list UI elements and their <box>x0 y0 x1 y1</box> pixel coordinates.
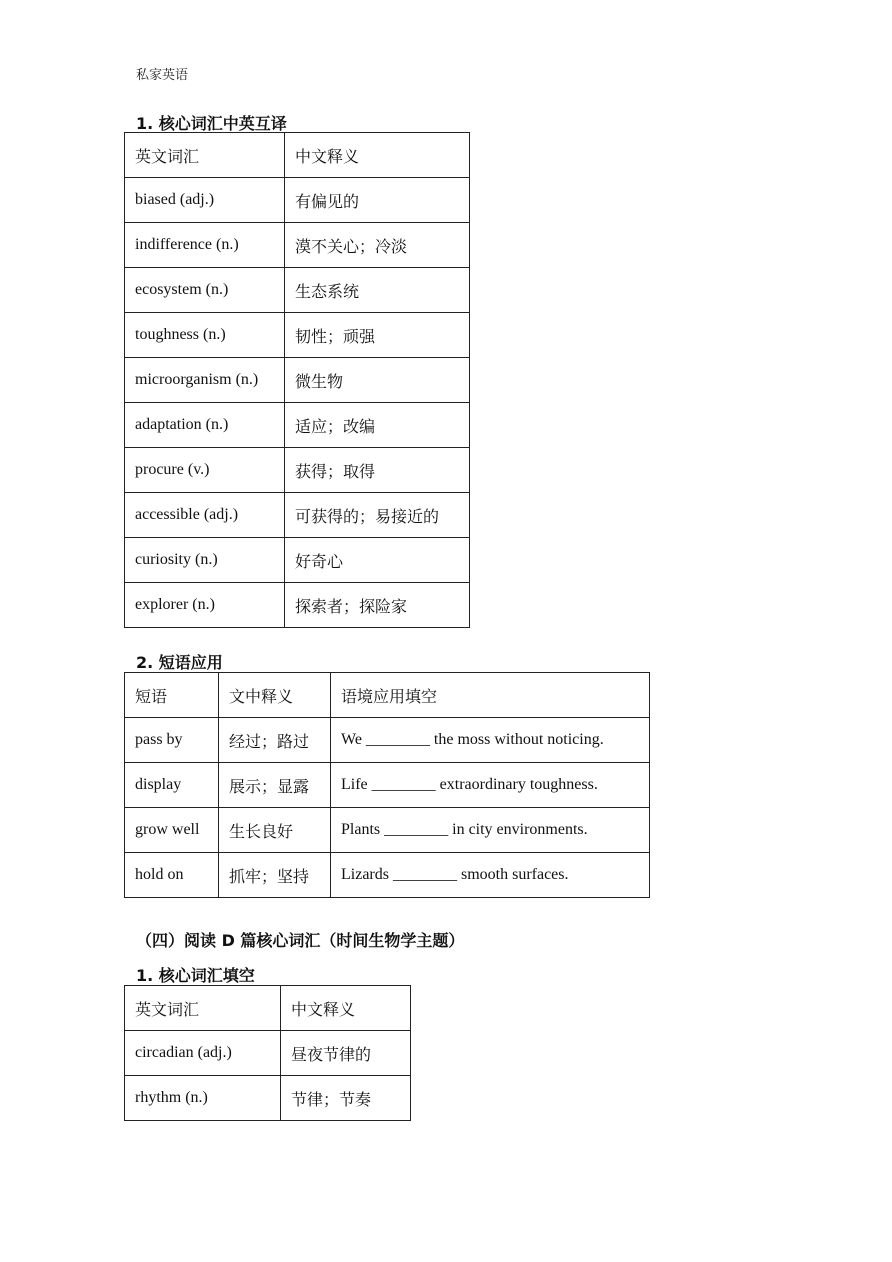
context-sentence: We ________ the moss without noticing. <box>331 718 650 763</box>
chinese-meaning: 微生物 <box>285 358 470 403</box>
column-header-chinese: 中文释义 <box>285 133 470 178</box>
english-word: microorganism (n.) <box>125 358 285 403</box>
chinese-meaning: 适应；改编 <box>285 403 470 448</box>
vocab-fill-table <box>124 985 411 1121</box>
table-row <box>125 1076 411 1121</box>
english-word: ecosystem (n.) <box>125 268 285 313</box>
chinese-meaning: 漠不关心；冷淡 <box>285 223 470 268</box>
section1-heading: 1. 核心词汇中英互译 <box>136 114 287 133</box>
table-row <box>125 403 470 448</box>
chinese-meaning: 获得；取得 <box>285 448 470 493</box>
english-word: indifference (n.) <box>125 223 285 268</box>
table-header-row <box>125 673 650 718</box>
column-header-chinese: 中文释义 <box>281 986 411 1031</box>
english-word: circadian (adj.) <box>125 1031 281 1076</box>
phrase-table <box>124 672 650 898</box>
chinese-meaning: 可获得的；易接近的 <box>285 493 470 538</box>
chinese-meaning: 昼夜节律的 <box>281 1031 411 1076</box>
table-row <box>125 178 470 223</box>
context-sentence: Life ________ extraordinary toughness. <box>331 763 650 808</box>
table-row <box>125 538 470 583</box>
table-row <box>125 808 650 853</box>
column-header-meaning: 文中释义 <box>219 673 331 718</box>
table-row <box>125 1031 411 1076</box>
english-word: toughness (n.) <box>125 313 285 358</box>
english-word: procure (v.) <box>125 448 285 493</box>
phrase: display <box>125 763 219 808</box>
chinese-meaning: 探索者；探险家 <box>285 583 470 628</box>
english-word: explorer (n.) <box>125 583 285 628</box>
column-header-english: 英文词汇 <box>125 133 285 178</box>
chinese-meaning: 好奇心 <box>285 538 470 583</box>
phrase: grow well <box>125 808 219 853</box>
table-row <box>125 448 470 493</box>
phrase-meaning: 展示；显露 <box>219 763 331 808</box>
context-sentence: Lizards ________ smooth surfaces. <box>331 853 650 898</box>
phrase-meaning: 生长良好 <box>219 808 331 853</box>
chinese-meaning: 有偏见的 <box>285 178 470 223</box>
chinese-meaning: 生态系统 <box>285 268 470 313</box>
column-header-phrase: 短语 <box>125 673 219 718</box>
section3-heading: 1. 核心词汇填空 <box>136 966 255 985</box>
phrase-meaning: 抓牢；坚持 <box>219 853 331 898</box>
table-row <box>125 583 470 628</box>
chinese-meaning: 节律；节奏 <box>281 1076 411 1121</box>
vocab-table <box>124 132 470 628</box>
english-word: adaptation (n.) <box>125 403 285 448</box>
table-row <box>125 718 650 763</box>
english-word: accessible (adj.) <box>125 493 285 538</box>
header-label: 私家英语 <box>136 68 189 83</box>
table-row <box>125 313 470 358</box>
chinese-meaning: 韧性；顽强 <box>285 313 470 358</box>
column-header-english: 英文词汇 <box>125 986 281 1031</box>
phrase-meaning: 经过；路过 <box>219 718 331 763</box>
english-word: rhythm (n.) <box>125 1076 281 1121</box>
context-sentence: Plants ________ in city environments. <box>331 808 650 853</box>
section2-heading: 2. 短语应用 <box>136 653 223 672</box>
table-row <box>125 493 470 538</box>
table-header-row <box>125 986 411 1031</box>
table-row <box>125 358 470 403</box>
part4-heading: （四）阅读 D 篇核心词汇（时间生物学主题） <box>136 931 465 950</box>
phrase: hold on <box>125 853 219 898</box>
table-row <box>125 763 650 808</box>
table-row <box>125 853 650 898</box>
phrase: pass by <box>125 718 219 763</box>
table-row <box>125 223 470 268</box>
column-header-context: 语境应用填空 <box>331 673 650 718</box>
table-header-row <box>125 133 470 178</box>
english-word: biased (adj.) <box>125 178 285 223</box>
table-row <box>125 268 470 313</box>
english-word: curiosity (n.) <box>125 538 285 583</box>
